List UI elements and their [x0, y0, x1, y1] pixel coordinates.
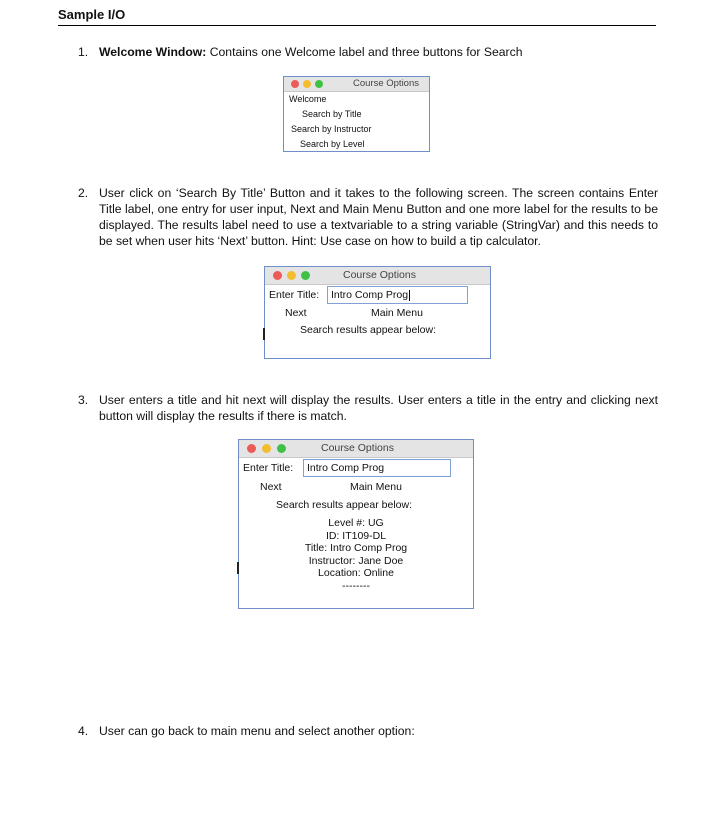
step-1 [78, 44, 658, 60]
step-1-text: Contains one Welcome label and three buttons for Search [206, 45, 523, 59]
title-entry[interactable] [327, 286, 468, 304]
step-4-text: User can go back to main menu and select another option: [99, 724, 415, 738]
title-entry[interactable] [303, 459, 451, 477]
zoom-icon[interactable] [277, 444, 286, 453]
results-label: Search results appear below: [276, 499, 412, 511]
result-level: Level #: UG [328, 517, 384, 529]
step-3-text: User enters a title and hit next will display the results. User enters a title in the entry and clicking next button will display the results if there is match. [99, 393, 658, 423]
step-2 [78, 185, 658, 249]
window-title: Course Options [321, 442, 394, 454]
title-entry-value: Intro Comp Prog [331, 289, 409, 301]
result-id: ID: IT109-DL [325, 529, 387, 542]
result-location: Location: Online [318, 567, 394, 579]
step-2-text: User click on ‘Search By Title’ Button and it takes to the following screen. The screen contains Enter Title label, one entry for user input, Next and Main Menu Button and one more label for the results to be displayed. The results label need to use a textvariable to a string variable (StringVar) and this needs to be set when user hits ‘Next’ button. Hint: Use case on how to build a tip calculator. [99, 186, 658, 248]
step-number: 2. [78, 186, 89, 200]
step-number: 3. [78, 393, 89, 407]
main-menu-button[interactable]: Main Menu [350, 481, 402, 493]
minimize-icon[interactable] [287, 271, 296, 280]
window-title: Course Options [343, 269, 416, 281]
step-number: 1. [78, 45, 89, 59]
search-title-window [264, 266, 491, 359]
main-menu-button[interactable]: Main Menu [371, 307, 423, 319]
next-button[interactable]: Next [260, 481, 282, 493]
result-separator: -------- [342, 579, 370, 592]
results-window [238, 439, 474, 609]
results-label: Search results appear below: [300, 324, 436, 336]
close-icon[interactable] [273, 271, 282, 280]
window-titlebar [265, 267, 490, 285]
enter-title-label: Enter Title: [243, 462, 294, 474]
title-entry-value: Intro Comp Prog [307, 462, 385, 474]
search-by-instructor-button[interactable]: Search by Instructor [291, 124, 372, 134]
step-1-bold: Welcome Window: [99, 45, 207, 59]
minimize-icon[interactable] [262, 444, 271, 453]
welcome-label: Welcome [289, 94, 327, 104]
enter-title-label: Enter Title: [269, 289, 320, 301]
next-button[interactable]: Next [285, 307, 307, 319]
welcome-window [283, 76, 430, 152]
step-3 [78, 392, 658, 424]
result-title: Title: Intro Comp Prog [304, 542, 408, 554]
cursor-mark [237, 562, 239, 574]
zoom-icon[interactable] [301, 271, 310, 280]
search-by-level-button[interactable]: Search by Level [300, 139, 365, 149]
minimize-icon[interactable] [303, 80, 311, 88]
search-by-title-button[interactable]: Search by Title [302, 109, 362, 119]
page-heading: Sample I/O [58, 7, 656, 26]
window-titlebar [239, 440, 473, 458]
result-instructor: Instructor: Jane Doe [308, 554, 404, 567]
zoom-icon[interactable] [315, 80, 323, 88]
step-number: 4. [78, 724, 89, 738]
cursor-mark [263, 328, 265, 340]
step-4 [78, 723, 658, 739]
results-block [239, 517, 473, 592]
close-icon[interactable] [247, 444, 256, 453]
window-titlebar [284, 77, 429, 92]
window-title: Course Options [353, 78, 420, 89]
close-icon[interactable] [291, 80, 299, 88]
